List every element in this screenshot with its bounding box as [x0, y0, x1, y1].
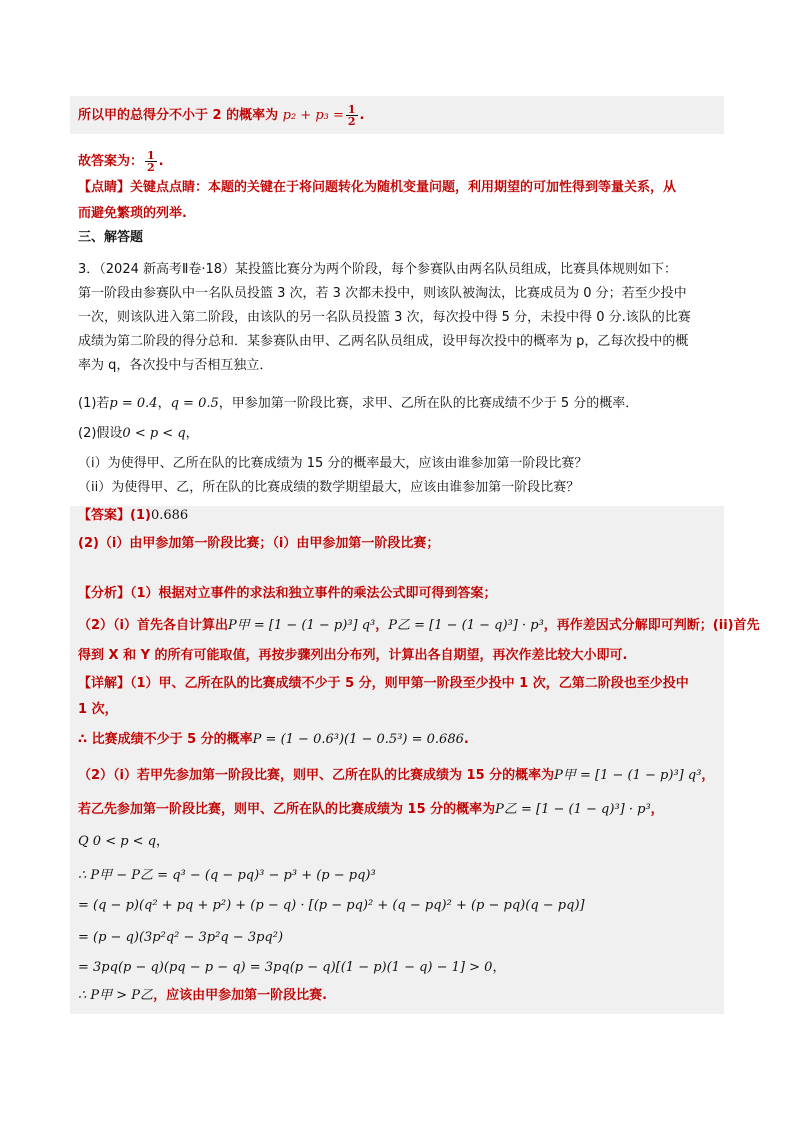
- math-expression: P = (1 − 0.6³)(1 − 0.5³) = 0.686: [252, 732, 464, 747]
- line-13: （i）为使得甲、乙所在队的比赛成绩为 15 分的概率最大，应该由谁参加第一阶段比赛？: [78, 456, 588, 471]
- math-expression: ∴ P甲 − P乙 = q³ − (q − pq)³ − p³ + (p − pq)³: [78, 868, 376, 883]
- line-25: Q 0 < p < q，: [78, 834, 170, 849]
- line-29: = 3pq(p − q)(pq − p − q) = 3pq(p − q)[(1 − p)(1 − q) − 1] > 0，: [78, 960, 506, 975]
- line-4: 而避免繁琐的列举.: [78, 206, 187, 221]
- line-7: 第一阶段由参赛队中一名队员投篮 3 次，若 3 次都未投中，则该队被淘汰，比赛成员为 0 分；若至少投中: [78, 286, 687, 301]
- line-18: （2）（i）首先各自计算出P甲 = [1 − (1 − p)³] q³，P乙 = [1 − (1 − q)³] · p³，再作差因式分解即可判断；(ii)首先: [78, 618, 760, 633]
- math-expression: P乙 = [1 − (1 − q)³] · p³: [495, 802, 651, 817]
- math-expression: P甲 = [1 − (1 − p)³] q³: [228, 618, 376, 633]
- math-expression: = 3pq(p − q)(pq − p − q) = 3pq(p − q)[(1 − p)(1 − q) − 1] > 0: [78, 960, 493, 975]
- line-8: 一次，则该队进入第二阶段，由该队的另一名队员投篮 3 次，每次投中得 5 分，未投中得 0 分.该队的比赛: [78, 310, 691, 325]
- line-9: 成绩为第二阶段的得分总和．某参赛队由甲、乙两名队员组成，设甲每次投中的概率为 p，乙每次投中的概: [78, 334, 689, 349]
- line-10: 率为 q，各次投中与否相互独立．: [78, 358, 273, 373]
- math-expression: = (p − q)(3p²q² − 3p²q − 3pq²): [78, 930, 284, 945]
- math-expression: P甲 = [1 − (1 − p)³] q³: [554, 768, 702, 783]
- line-21: 1 次，: [78, 702, 118, 717]
- tag-answer: 【答案】: [78, 508, 131, 523]
- line-14: （ii）为使得甲、乙，所在队的比赛成绩的数学期望最大，应该由谁参加第一阶段比赛？: [78, 480, 580, 495]
- line-15: 【答案】(1)0.686: [78, 508, 189, 523]
- math-expression: = (q − p)(q² + pq + p²) + (p − q) · [(p − pq)² + (q − pq)² + (p − pq)(q − pq)]: [78, 898, 585, 913]
- line-23: （2）（i）若甲先参加第一阶段比赛，则甲、乙所在队的比赛成绩为 15 分的概率为P甲 = [1 − (1 − p)³] q³，: [78, 768, 715, 783]
- math-expression: q = 0.5: [170, 396, 219, 411]
- line-27: [78, 896, 585, 916]
- line-26: [78, 866, 376, 886]
- tag-analysis: 【分析】: [78, 586, 131, 601]
- line-3: 【点睛】关键点点睛：本题的关键在于将问题转化为随机变量问题，利用期望的可加性得到等量关系，从: [78, 180, 677, 195]
- tag-detail: 【详解】: [78, 676, 131, 691]
- math-expression: ∴ P甲 > P乙: [78, 988, 154, 1003]
- line-2: 故答案为： $\frac{1}{2}$ .: [78, 149, 164, 174]
- math-expression: p = 0.4: [109, 396, 158, 411]
- section-heading: 三、解答题: [78, 230, 144, 245]
- fraction: $\frac{1}{2}$: [147, 149, 155, 174]
- line-11: (1)若p = 0.4，q = 0.5，甲参加第一阶段比赛，求甲、乙所在队的比赛成绩不少于 5 分的概率．: [78, 396, 639, 411]
- line-1: 所以甲的总得分不小于 2 的概率为 p₂ + p₃ = $\frac{1}{2}$ .: [78, 103, 365, 128]
- line-24: 若乙先参加第一阶段比赛，则甲、乙所在队的比赛成绩为 15 分的概率为P乙 = [1 − (1 − q)³] · p³，: [78, 802, 664, 817]
- line-6: 3．（2024 新高考Ⅱ卷·18）某投篮比赛分为两个阶段，每个参赛队由两名队员组成，比赛具体规则如下：: [78, 262, 678, 277]
- line-12: (2)假设0 < p < q，: [78, 426, 199, 441]
- math-expression: 0 < p < q: [122, 426, 186, 441]
- tag-dianjing: 【点睛】: [78, 180, 131, 195]
- line-28: [78, 928, 283, 948]
- line-17: 【分析】（1）根据对立事件的求法和独立事件的乘法公式即可得到答案；: [78, 586, 497, 601]
- fraction: $\frac{1}{2}$: [347, 103, 356, 128]
- math-expression: p₂ + p₃ =: [282, 108, 344, 123]
- line-16: (2)（i）由甲参加第一阶段比赛；（i）由甲参加第一阶段比赛；: [78, 536, 440, 551]
- line-22: ∴ 比赛成绩不少于 5 分的概率P = (1 − 0.6³)(1 − 0.5³) = 0.686.: [78, 732, 469, 747]
- line-30: ∴ P甲 > P乙，应该由甲参加第一阶段比赛.: [78, 988, 328, 1003]
- math-expression: P乙 = [1 − (1 − q)³] · p³: [388, 618, 544, 633]
- line-19: 得到 X 和 Y 的所有可能取值，再按步骤列出分布列，计算出各自期望，再次作差比较大小即可.: [78, 648, 628, 663]
- math-expression: Q 0 < p < q: [78, 834, 157, 849]
- line-20: 【详解】（1）甲、乙所在队的比赛成绩不少于 5 分，则甲第一阶段至少投中 1 次，乙第二阶段也至少投中: [78, 676, 689, 691]
